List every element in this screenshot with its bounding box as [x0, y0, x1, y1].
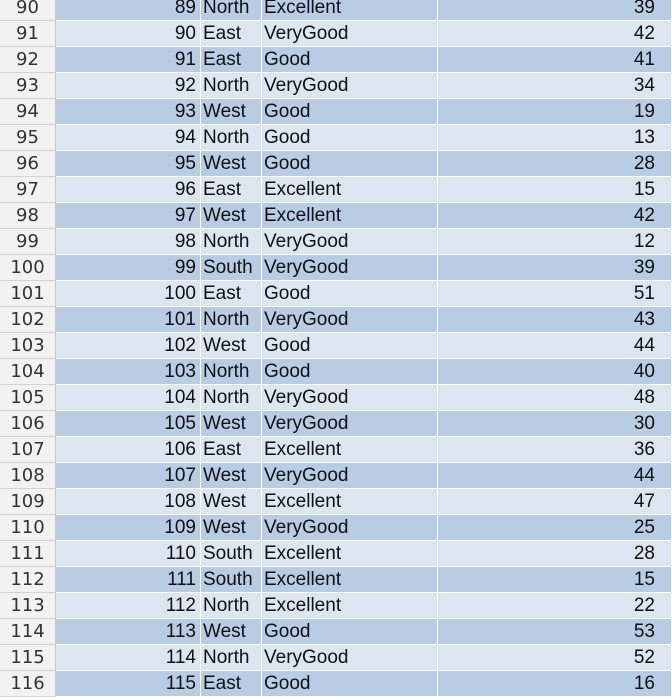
cell-value[interactable]: 28	[438, 541, 672, 567]
cell-region[interactable]: North	[201, 229, 262, 255]
table-row	[0, 0, 672, 21]
cell-value[interactable]: 40	[438, 359, 672, 385]
cell-id[interactable]: 107	[56, 463, 201, 489]
row-number-header[interactable]: 104	[0, 359, 56, 385]
row-number-header[interactable]: 90	[0, 0, 56, 21]
cell-rating[interactable]: Good	[262, 619, 438, 645]
cell-region[interactable]: West	[201, 333, 262, 359]
row-number-header[interactable]: 106	[0, 411, 56, 437]
cell-region[interactable]: East	[201, 47, 262, 73]
cell-value[interactable]: 44	[438, 333, 672, 359]
cell-region[interactable]: South	[201, 567, 262, 593]
cell-value[interactable]: 48	[438, 385, 672, 411]
cell-rating[interactable]: VeryGood	[262, 411, 438, 437]
cell-value[interactable]: 36	[438, 437, 672, 463]
cell-value[interactable]: 12	[438, 229, 672, 255]
cell-value[interactable]: 15	[438, 567, 672, 593]
table-row	[0, 619, 672, 645]
cell-rating[interactable]: Good	[262, 281, 438, 307]
row-number-header[interactable]: 109	[0, 489, 56, 515]
cell-id[interactable]: 113	[56, 619, 201, 645]
cell-id[interactable]: 92	[56, 73, 201, 99]
row-number-header[interactable]: 113	[0, 593, 56, 619]
cell-region[interactable]: West	[201, 489, 262, 515]
cell-value[interactable]: 28	[438, 151, 672, 177]
cell-value[interactable]: 25	[438, 515, 672, 541]
table-row	[0, 489, 672, 515]
cell-rating[interactable]: VeryGood	[262, 73, 438, 99]
row-number-header[interactable]: 99	[0, 229, 56, 255]
table-row	[0, 151, 672, 177]
cell-id[interactable]: 101	[56, 307, 201, 333]
cell-id[interactable]: 103	[56, 359, 201, 385]
cell-id[interactable]: 91	[56, 47, 201, 73]
cell-id[interactable]: 108	[56, 489, 201, 515]
row-number-header[interactable]: 107	[0, 437, 56, 463]
cell-region[interactable]: East	[201, 281, 262, 307]
cell-id[interactable]: 98	[56, 229, 201, 255]
cell-id[interactable]: 89	[56, 0, 201, 21]
row-number-header[interactable]: 116	[0, 671, 56, 697]
row-number-header[interactable]: 110	[0, 515, 56, 541]
row-number-header[interactable]: 114	[0, 619, 56, 645]
cell-value[interactable]: 39	[438, 0, 672, 21]
cell-id[interactable]: 112	[56, 593, 201, 619]
row-number-header[interactable]: 97	[0, 177, 56, 203]
cell-id[interactable]: 109	[56, 515, 201, 541]
cell-id[interactable]: 110	[56, 541, 201, 567]
table-row	[0, 411, 672, 437]
cell-rating[interactable]: Excellent	[262, 567, 438, 593]
table-row	[0, 281, 672, 307]
cell-id[interactable]: 111	[56, 567, 201, 593]
row-number-header[interactable]: 100	[0, 255, 56, 281]
row-number-header[interactable]: 93	[0, 73, 56, 99]
cell-value[interactable]: 44	[438, 463, 672, 489]
table-row	[0, 567, 672, 593]
table-row	[0, 73, 672, 99]
row-number-header[interactable]: 111	[0, 541, 56, 567]
table-row	[0, 21, 672, 47]
cell-region[interactable]: West	[201, 99, 262, 125]
cell-id[interactable]: 104	[56, 385, 201, 411]
cell-rating[interactable]: VeryGood	[262, 385, 438, 411]
row-number-header[interactable]: 91	[0, 21, 56, 47]
cell-rating[interactable]: Excellent	[262, 541, 438, 567]
cell-value[interactable]: 34	[438, 73, 672, 99]
cell-id[interactable]: 115	[56, 671, 201, 697]
table-row	[0, 359, 672, 385]
row-number-header[interactable]: 103	[0, 333, 56, 359]
cell-rating[interactable]: VeryGood	[262, 515, 438, 541]
row-number-header[interactable]: 101	[0, 281, 56, 307]
cell-rating[interactable]: Good	[262, 47, 438, 73]
cell-region[interactable]: North	[201, 645, 262, 671]
cell-rating[interactable]: Excellent	[262, 489, 438, 515]
cell-region[interactable]: West	[201, 151, 262, 177]
cell-region[interactable]: East	[201, 177, 262, 203]
cell-id[interactable]: 96	[56, 177, 201, 203]
cell-value[interactable]: 53	[438, 619, 672, 645]
cell-id[interactable]: 94	[56, 125, 201, 151]
cell-rating[interactable]: Good	[262, 99, 438, 125]
table-row	[0, 177, 672, 203]
cell-rating[interactable]: VeryGood	[262, 463, 438, 489]
row-number-header[interactable]: 102	[0, 307, 56, 333]
cell-rating[interactable]: Good	[262, 671, 438, 697]
cell-rating[interactable]: Excellent	[262, 203, 438, 229]
cell-region[interactable]: North	[201, 307, 262, 333]
cell-value[interactable]: 47	[438, 489, 672, 515]
table-row	[0, 47, 672, 73]
table-row	[0, 437, 672, 463]
cell-value[interactable]: 42	[438, 21, 672, 47]
cell-rating[interactable]: VeryGood	[262, 645, 438, 671]
cell-value[interactable]: 19	[438, 99, 672, 125]
cell-rating[interactable]: Excellent	[262, 177, 438, 203]
table-row	[0, 463, 672, 489]
cell-rating[interactable]: VeryGood	[262, 255, 438, 281]
row-number-header[interactable]: 108	[0, 463, 56, 489]
cell-region[interactable]: South	[201, 255, 262, 281]
cell-region[interactable]: North	[201, 125, 262, 151]
cell-region[interactable]: West	[201, 515, 262, 541]
row-number-header[interactable]: 105	[0, 385, 56, 411]
row-number-header[interactable]: 112	[0, 567, 56, 593]
cell-id[interactable]: 100	[56, 281, 201, 307]
cell-value[interactable]: 43	[438, 307, 672, 333]
table-row	[0, 385, 672, 411]
cell-region[interactable]: East	[201, 21, 262, 47]
cell-value[interactable]: 41	[438, 47, 672, 73]
cell-value[interactable]: 13	[438, 125, 672, 151]
cell-region[interactable]: North	[201, 385, 262, 411]
row-number-header[interactable]: 98	[0, 203, 56, 229]
cell-rating[interactable]: Excellent	[262, 593, 438, 619]
cell-region[interactable]: North	[201, 73, 262, 99]
cell-value[interactable]: 30	[438, 411, 672, 437]
cell-rating[interactable]: VeryGood	[262, 307, 438, 333]
cell-rating[interactable]: Good	[262, 151, 438, 177]
cell-value[interactable]: 15	[438, 177, 672, 203]
cell-value[interactable]: 16	[438, 671, 672, 697]
cell-region[interactable]: West	[201, 411, 262, 437]
table-row	[0, 541, 672, 567]
cell-region[interactable]: East	[201, 437, 262, 463]
row-number-header[interactable]: 95	[0, 125, 56, 151]
row-number-header[interactable]: 115	[0, 645, 56, 671]
cell-id[interactable]: 106	[56, 437, 201, 463]
cell-region[interactable]: West	[201, 619, 262, 645]
cell-id[interactable]: 114	[56, 645, 201, 671]
table-row	[0, 255, 672, 281]
cell-rating[interactable]: Excellent	[262, 0, 438, 21]
cell-id[interactable]: 105	[56, 411, 201, 437]
cell-region[interactable]: North	[201, 593, 262, 619]
cell-id[interactable]: 102	[56, 333, 201, 359]
table-row	[0, 229, 672, 255]
cell-region[interactable]: North	[201, 0, 262, 21]
table-row	[0, 515, 672, 541]
table-row	[0, 593, 672, 619]
cell-region[interactable]: South	[201, 541, 262, 567]
table-row	[0, 99, 672, 125]
cell-rating[interactable]: VeryGood	[262, 229, 438, 255]
cell-value[interactable]: 22	[438, 593, 672, 619]
cell-rating[interactable]: Good	[262, 125, 438, 151]
cell-id[interactable]: 90	[56, 21, 201, 47]
cell-rating[interactable]: VeryGood	[262, 21, 438, 47]
row-number-header[interactable]: 94	[0, 99, 56, 125]
cell-value[interactable]: 42	[438, 203, 672, 229]
cell-id[interactable]: 93	[56, 99, 201, 125]
cell-region[interactable]: West	[201, 203, 262, 229]
cell-rating[interactable]: Excellent	[262, 437, 438, 463]
cell-id[interactable]: 97	[56, 203, 201, 229]
table-row	[0, 645, 672, 671]
cell-region[interactable]: North	[201, 359, 262, 385]
table-row	[0, 203, 672, 229]
cell-value[interactable]: 52	[438, 645, 672, 671]
cell-id[interactable]: 99	[56, 255, 201, 281]
table-row	[0, 307, 672, 333]
table-row	[0, 333, 672, 359]
table-row	[0, 125, 672, 151]
table-row	[0, 671, 672, 697]
row-number-header[interactable]: 96	[0, 151, 56, 177]
cell-region[interactable]: West	[201, 463, 262, 489]
cell-rating[interactable]: Good	[262, 333, 438, 359]
row-number-header[interactable]: 92	[0, 47, 56, 73]
cell-value[interactable]: 51	[438, 281, 672, 307]
cell-id[interactable]: 95	[56, 151, 201, 177]
cell-rating[interactable]: Good	[262, 359, 438, 385]
cell-value[interactable]: 39	[438, 255, 672, 281]
cell-region[interactable]: East	[201, 671, 262, 697]
